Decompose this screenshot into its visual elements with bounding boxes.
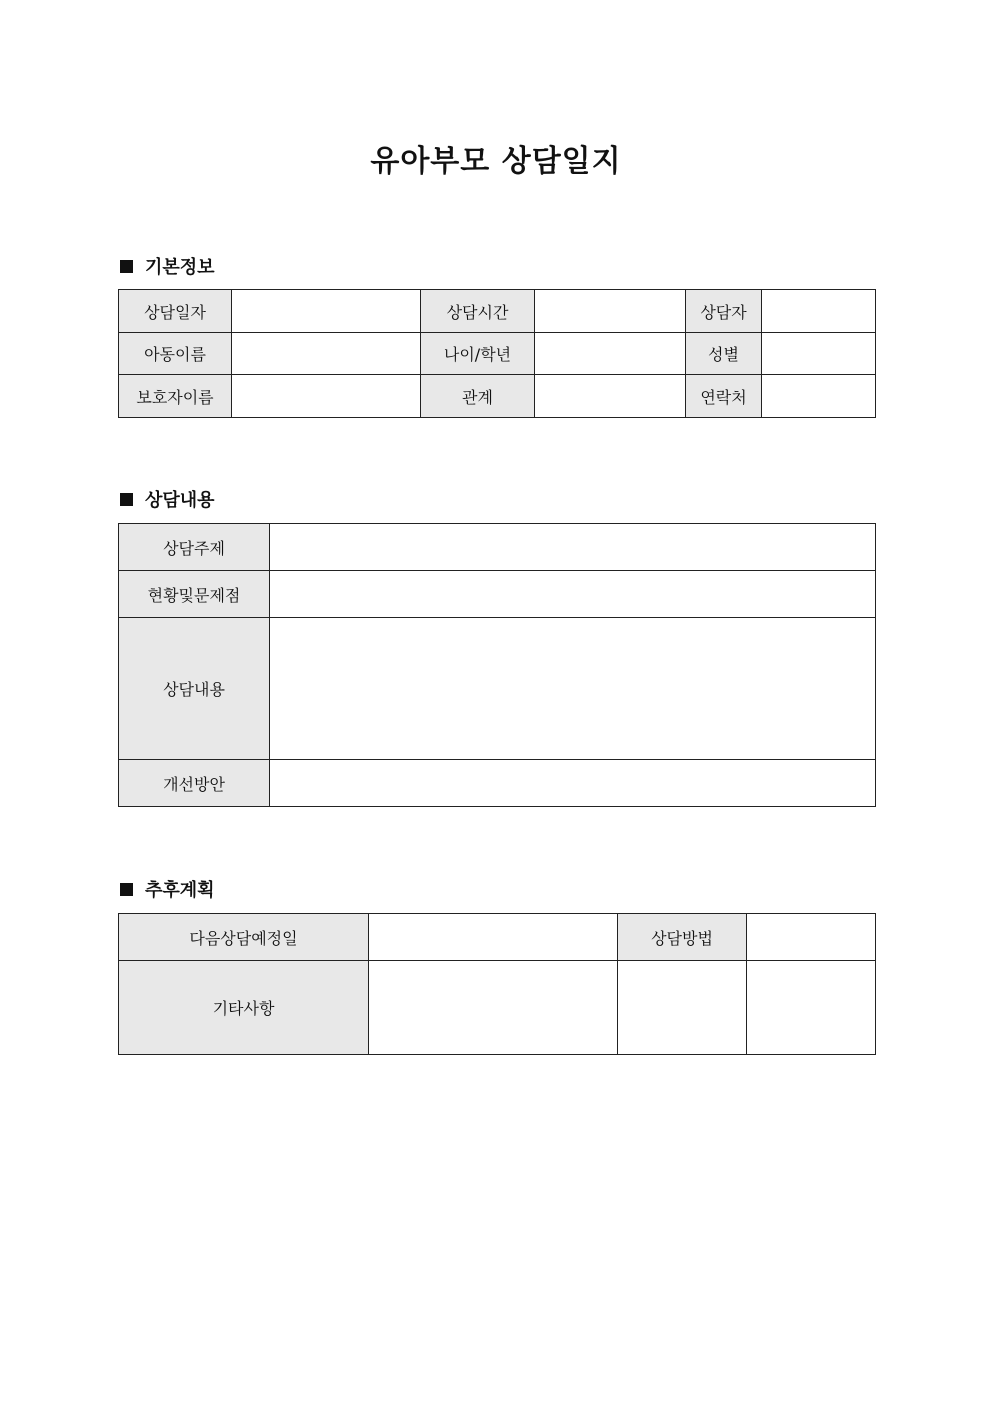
topic-label: 상담주제 xyxy=(119,524,270,571)
counsel-time-field[interactable] xyxy=(535,290,686,333)
table-row xyxy=(119,375,876,418)
section-basic-info xyxy=(120,253,215,279)
counselor-label: 상담자 xyxy=(686,290,762,333)
contact-field[interactable] xyxy=(762,375,876,418)
relation-label: 관계 xyxy=(421,375,535,418)
method-label: 상담방법 xyxy=(618,914,747,961)
counsel-time-label: 상담시간 xyxy=(421,290,535,333)
next-date-field[interactable] xyxy=(369,914,618,961)
square-bullet-icon xyxy=(120,883,133,896)
gender-label: 성별 xyxy=(686,333,762,375)
table-row xyxy=(119,290,876,333)
relation-field[interactable] xyxy=(535,375,686,418)
status-label: 현황및문제점 xyxy=(119,571,270,618)
etc-field[interactable] xyxy=(369,961,618,1055)
table-row xyxy=(119,524,876,571)
square-bullet-icon xyxy=(120,260,133,273)
section-label: 추후계획 xyxy=(145,880,215,901)
table-row xyxy=(119,333,876,375)
topic-field[interactable] xyxy=(270,524,876,571)
table-row xyxy=(119,760,876,807)
section-label: 기본정보 xyxy=(145,257,215,278)
gender-field[interactable] xyxy=(762,333,876,375)
counsel-content-table xyxy=(118,523,876,807)
basic-info-table xyxy=(118,289,876,418)
square-bullet-icon xyxy=(120,493,133,506)
content-label: 상담내용 xyxy=(119,618,270,760)
age-grade-field[interactable] xyxy=(535,333,686,375)
status-field[interactable] xyxy=(270,571,876,618)
section-counsel-content xyxy=(120,486,215,512)
next-date-label: 다음상담예정일 xyxy=(119,914,369,961)
child-name-label: 아동이름 xyxy=(119,333,232,375)
content-field[interactable] xyxy=(270,618,876,760)
guardian-name-field[interactable] xyxy=(232,375,421,418)
section-label: 상담내용 xyxy=(145,490,215,511)
table-row xyxy=(119,571,876,618)
follow-up-plan-table xyxy=(118,913,876,1055)
counsel-date-field[interactable] xyxy=(232,290,421,333)
etc-field-3[interactable] xyxy=(747,961,876,1055)
child-name-field[interactable] xyxy=(232,333,421,375)
counsel-date-label: 상담일자 xyxy=(119,290,232,333)
table-row xyxy=(119,914,876,961)
etc-field-2[interactable] xyxy=(618,961,747,1055)
guardian-name-label: 보호자이름 xyxy=(119,375,232,418)
counselor-field[interactable] xyxy=(762,290,876,333)
section-follow-up-plan xyxy=(120,876,215,902)
table-row xyxy=(119,618,876,760)
method-field[interactable] xyxy=(747,914,876,961)
table-row xyxy=(119,961,876,1055)
contact-label: 연락처 xyxy=(686,375,762,418)
improvement-label: 개선방안 xyxy=(119,760,270,807)
improvement-field[interactable] xyxy=(270,760,876,807)
page-title: 유아부모 상담일지 xyxy=(370,144,622,179)
etc-label: 기타사항 xyxy=(119,961,369,1055)
age-grade-label: 나이/학년 xyxy=(421,333,535,375)
